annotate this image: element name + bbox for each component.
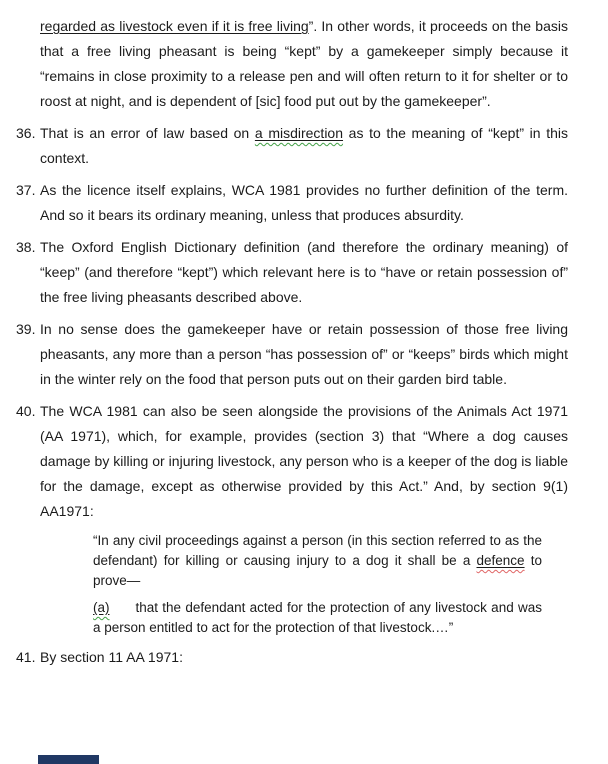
- paragraph-number: 39.: [16, 321, 36, 337]
- paragraph-41: [16, 645, 568, 670]
- paragraph-text: In no sense does the gamekeeper have or retain possession of those free living pheasants, any more than a person “has possession of” or “keeps” birds which might in the winter rely on the food that person puts out on their garden bird table.: [40, 321, 568, 387]
- block-quote-section-9-1: [93, 531, 542, 591]
- paragraph-number: 38.: [16, 239, 36, 255]
- paragraph-38: [16, 235, 568, 310]
- page-bottom-bar: [38, 755, 99, 764]
- paragraph-36: [16, 121, 568, 171]
- paragraph-text: That is an error of law based on a misdirection as to the meaning of “kept” in this context.: [40, 125, 568, 166]
- paragraph-text: As the licence itself explains, WCA 1981 provides no further definition of the term. And so it bears its ordinary meaning, unless that produces absurdity.: [40, 182, 568, 223]
- paragraph-text: The Oxford English Dictionary definition (and therefore the ordinary meaning) of “keep” (and therefore “kept”) which relevant here is to “have or retain possession of” the free living pheasants described above.: [40, 239, 568, 305]
- block-quote-subsection-a: [93, 598, 542, 638]
- paragraph-text: The WCA 1981 can also be seen alongside the provisions of the Animals Act 1971 (AA 1971), which, for example, provides (section 3) that “Where a dog causes damage by killing or injuring livestock, any person who is a keeper of the dog is liable for the damage, except as otherwise provided by this Act.” And, by section 9(1) AA1971:: [40, 403, 568, 519]
- paragraph-39: [16, 317, 568, 392]
- paragraph-number: 36.: [16, 125, 36, 141]
- paragraph-40: [16, 399, 568, 524]
- paragraph-37: [16, 178, 568, 228]
- paragraph-number: 40.: [16, 403, 36, 419]
- paragraph-text: regarded as livestock even if it is free living”. In other words, it proceeds on the basis that a free living pheasant is being “kept” by a gamekeeper simply because it “remains in close proximity to a release pen and will often return to it for shelter or to roost at night, and is dependent of [sic] food put out by the gamekeeper”.: [40, 18, 568, 109]
- paragraph-text: By section 11 AA 1971:: [40, 649, 183, 665]
- paragraph-number: 41.: [16, 649, 36, 665]
- quote-text: (a) that the defendant acted for the protection of any livestock and was a person entitled to act for the protection of that livestock.…”: [93, 600, 542, 635]
- quote-text: “In any civil proceedings against a person (in this section referred to as the defendant) for killing or causing injury to a dog it shall be a defence to prove—: [93, 533, 542, 588]
- paragraph-number: 37.: [16, 182, 36, 198]
- paragraph-continuation: [16, 14, 568, 114]
